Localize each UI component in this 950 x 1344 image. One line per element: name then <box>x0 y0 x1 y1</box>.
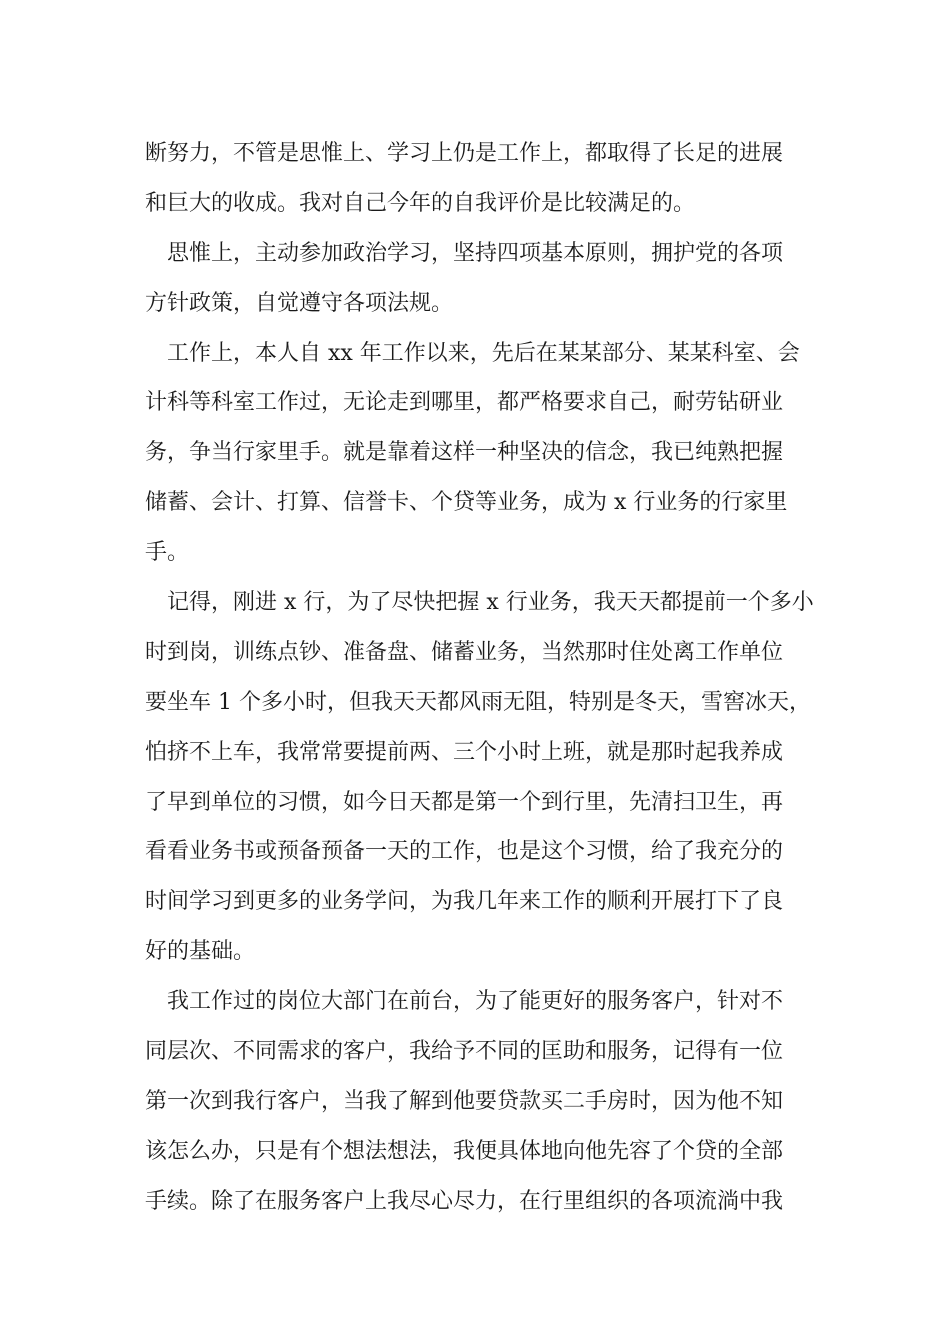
text-line: 时间学习到更多的业务学问，为我几年来工作的顺利开展打下了良 <box>145 889 784 915</box>
text-line: 手续。除了在服务客户上我尽心尽力，在行里组织的各项流淌中我 <box>145 1188 784 1214</box>
text-line: 时到岗，训练点钞、准备盘、储蓄业务，当然那时住处离工作单位 <box>145 639 784 665</box>
text-line: 第一次到我行客户，当我了解到他要贷款买二手房时，因为他不知 <box>145 1088 784 1114</box>
paragraph-start-line: 我工作过的岗位大部门在前台，为了能更好的服务客户，针对不 <box>167 989 784 1015</box>
text-line: 怕挤不上车，我常常要提前两、三个小时上班，就是那时起我养成 <box>145 739 784 765</box>
text-line: 断努力，不管是思惟上、学习上仍是工作上，都取得了长足的进展 <box>145 141 784 166</box>
text-line: 好的基础。 <box>145 939 256 965</box>
paragraph-start-line: 思惟上，主动参加政治学习，坚持四项基本原则，拥护党的各项 <box>167 240 784 266</box>
paragraph-start-line: 工作上，本人自 xx 年工作以来，先后在某某部分、某某科室、会 <box>167 340 800 366</box>
text-line: 和巨大的收成。我对自己今年的自我评价是比较满足的。 <box>145 190 696 216</box>
text-line: 该怎么办，只是有个想法想法，我便具体地向他先容了个贷的全部 <box>145 1138 784 1164</box>
text-line: 手。 <box>145 540 190 566</box>
text-line: 计科等科室工作过，无论走到哪里，都严格要求自己，耐劳钻研业 <box>145 390 784 416</box>
text-line: 储蓄、会计、打算、信誉卡、个贷等业务，成为 x 行业务的行家里 <box>145 490 788 516</box>
body-text <box>145 129 825 1227</box>
text-line: 要坐车 1 个多小时，但我天天都风雨无阻，特别是冬天，雪窖冰天， <box>145 689 811 715</box>
paragraph-start-line: 记得，刚进 x 行，为了尽快把握 x 行业务，我天天都提前一个多小 <box>167 590 814 616</box>
text-line: 务，争当行家里手。就是靠着这样一种坚决的信念，我已纯熟把握 <box>145 440 784 466</box>
text-line: 方针政策，自觉遵守各项法规。 <box>145 290 454 316</box>
text-line: 了早到单位的习惯，如今日天都是第一个到行里，先清扫卫生，再 <box>145 789 784 815</box>
text-line: 看看业务书或预备预备一天的工作，也是这个习惯，给了我充分的 <box>145 839 784 865</box>
text-line: 同层次、不同需求的客户，我给予不同的匡助和服务，记得有一位 <box>145 1039 784 1065</box>
